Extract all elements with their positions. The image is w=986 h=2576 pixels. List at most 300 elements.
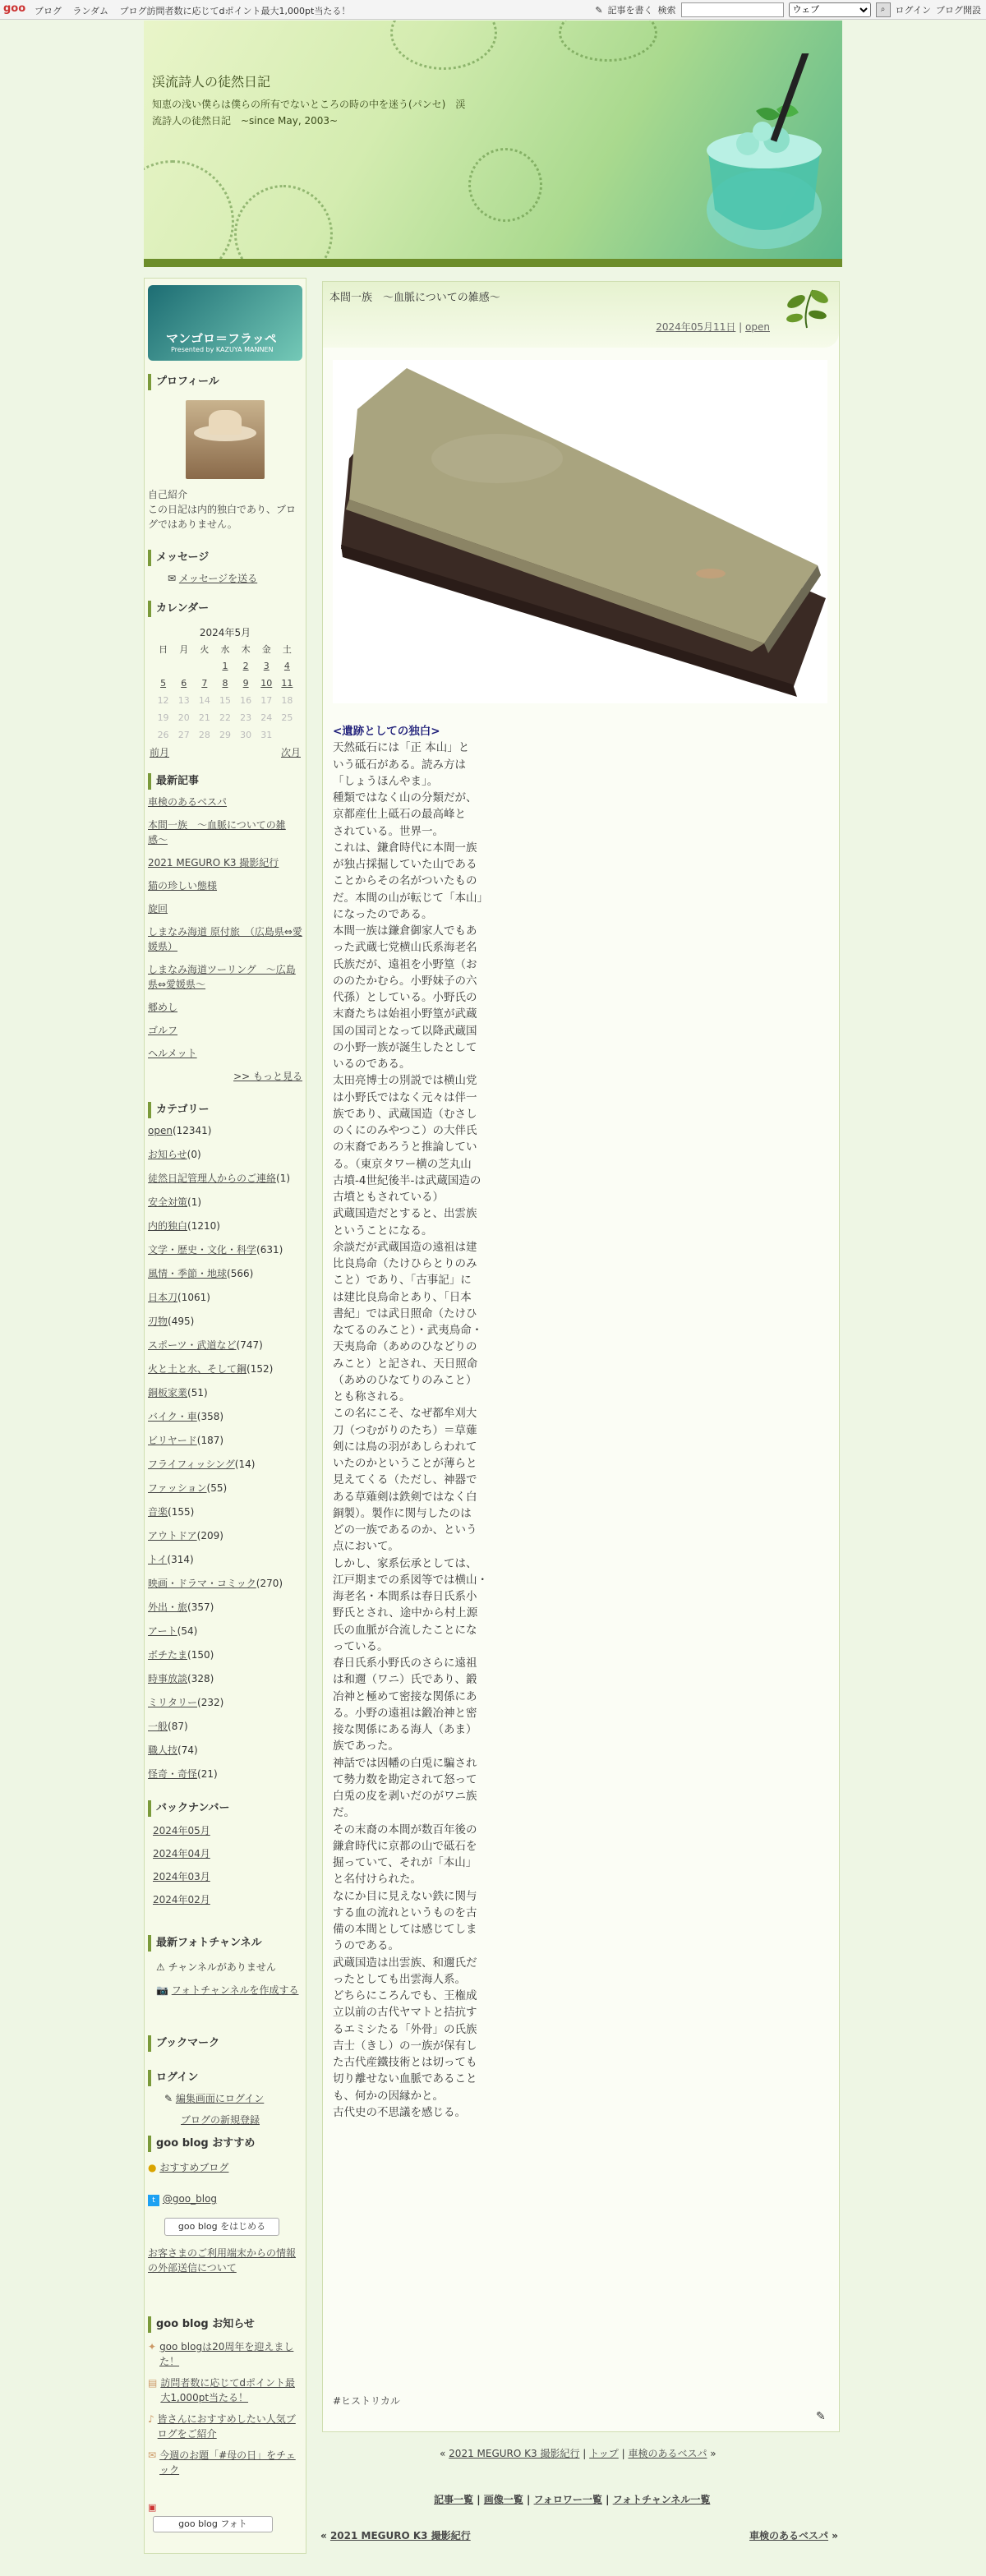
post-text-line: する血の流れというものを古	[333, 1906, 477, 1919]
category-link[interactable]: 火と土と水、そして鋼	[148, 1363, 247, 1375]
category-item	[148, 1481, 302, 1495]
category-item	[148, 1552, 302, 1567]
search-scope-select[interactable]	[789, 2, 871, 17]
category-count: (747)	[236, 1339, 263, 1351]
post-text-line: しかし、家系伝承としては、	[333, 1556, 477, 1570]
login-heading: ログイン	[148, 2070, 302, 2086]
lace-ornament	[390, 21, 497, 70]
post-text-line: っている。	[333, 1639, 389, 1653]
category-link[interactable]: 銅板家業	[148, 1387, 188, 1399]
calendar-day[interactable]: 1	[222, 661, 228, 671]
news-panel	[148, 2316, 302, 2532]
post-text-line: 春日氏系小野氏のさらに遠祖	[333, 1657, 477, 1670]
post-text-line: 「しょうほんやま」。	[333, 774, 439, 788]
calendar-weekday: 月	[179, 643, 189, 655]
post-text-line: は和邇（ワニ）氏であり、鍛	[333, 1673, 477, 1687]
post-meta-separator: |	[739, 321, 743, 333]
calendar-day: 13	[177, 695, 190, 706]
recent-more-link[interactable]: >> もっと見る	[233, 1071, 302, 1082]
pencil-icon: ✎	[164, 2093, 173, 2104]
recent-post-link[interactable]: しまなみ海道 原付旅 （広島県⇔愛媛県）	[148, 926, 302, 952]
calendar-panel	[148, 601, 302, 760]
post-text-line: 古墳ともされている）	[333, 1191, 444, 1204]
category-item	[148, 1362, 302, 1376]
calendar-weekday: 日	[159, 643, 168, 655]
post-text-line: みこと）と記され、天日照命	[333, 1357, 478, 1371]
category-link[interactable]: open	[148, 1125, 173, 1136]
nav-next-link[interactable]: 車検のあるベスパ	[628, 2448, 707, 2459]
recommend-panel	[148, 2136, 302, 2275]
search-button[interactable]: ⌕	[876, 2, 891, 17]
post-text-line: のくにのみやつこ）の大伴氏	[333, 1124, 477, 1137]
category-item	[148, 1457, 302, 1472]
calendar-day: 22	[219, 712, 231, 723]
categories-heading: カテゴリー	[148, 1102, 302, 1118]
post-section-heading: <遺跡としての独白>	[333, 725, 440, 738]
calendar-day: 23	[240, 712, 252, 723]
post-text-line: 武蔵国造は出雲族、和邇氏だ	[333, 1956, 477, 1970]
recent-post-link[interactable]: 車検のあるベスパ	[148, 796, 228, 808]
warning-icon: ⚠	[156, 1961, 165, 1973]
category-link[interactable]: スポーツ・武道など	[148, 1339, 237, 1351]
lace-ornament	[144, 160, 234, 259]
calendar-table	[153, 640, 297, 744]
calendar-day[interactable]: 6	[181, 678, 187, 689]
banner-credit: Presented by KAZUYA MANNEN	[171, 346, 274, 353]
topbar-link-campaign[interactable]: ブログ訪問者数に応じてdポイント最大1,000pt当たる！	[119, 6, 351, 16]
bookmark-heading: ブックマーク	[148, 2035, 302, 2052]
backnumber-link[interactable]: 2024年03月	[153, 1871, 210, 1882]
post-text-line: が独占採掘していた山である	[333, 858, 477, 871]
calendar-day: 28	[198, 730, 210, 740]
post-text-line: 銅製）。製作に関与したのは	[333, 1506, 472, 1520]
post-text-line: 接な関係にある海人（あま）	[333, 1723, 477, 1736]
post-text-line: 氏の血脈が合流したことにな	[333, 1623, 477, 1637]
post-text-line: の小野一族が誕生したとして	[333, 1040, 477, 1054]
calendar-day: 29	[219, 730, 231, 740]
nav-top-link[interactable]: トップ	[589, 2448, 619, 2459]
news-icon: ✉	[148, 2449, 157, 2461]
leaf-icon	[778, 279, 836, 336]
calendar-month: 2024年5月	[199, 627, 251, 638]
search-label: 検索	[657, 5, 676, 16]
post-text-line: この名にこそ、なぜ都牟刈大	[333, 1407, 477, 1421]
category-link[interactable]: 怪奇・奇怪	[148, 1768, 198, 1780]
calendar-day: 19	[157, 712, 169, 723]
category-item	[148, 1671, 302, 1686]
camera-icon: 📷	[156, 1984, 168, 1996]
news-icon: ✦	[148, 2341, 157, 2353]
post-text-line: 書紀」では武日照命（たけひ	[333, 1306, 477, 1320]
news-link[interactable]: 今週のお題「#母の日」をチェック	[159, 2449, 296, 2476]
profile-heading: プロフィール	[148, 374, 302, 390]
post-text-line: 江戸期までの系図等では横山・	[333, 1573, 488, 1587]
post-text-line: 野氏とされ、途中から村上源	[333, 1606, 478, 1620]
header-divider	[144, 259, 842, 267]
category-link[interactable]: フライフィッシング	[148, 1459, 235, 1470]
post-text-line: る。（東京タワー横の芝丸山	[333, 1157, 472, 1171]
category-item	[148, 1123, 302, 1138]
category-count: (187)	[196, 1435, 224, 1446]
goo-topbar	[0, 0, 986, 20]
blog-open-link[interactable]: ブログ開設	[936, 5, 981, 16]
recent-post-link[interactable]: 本間一族 〜血脈についての雑感〜	[148, 819, 286, 846]
calendar-day[interactable]: 8	[222, 678, 228, 689]
post-text-line: る。小野の遠祖は鍛冶神と密	[333, 1706, 477, 1720]
post-text-line: 立以前の古代ヤマトと拮抗す	[333, 2006, 477, 2020]
goo-logo[interactable]: goo	[3, 2, 26, 15]
edit-login-link[interactable]: 編集画面にログイン	[175, 2093, 265, 2104]
post-text-line: 族であり、武蔵国造（むさし	[333, 1107, 477, 1121]
post-text-line: 種類ではなく山の分類だが、	[333, 791, 477, 804]
category-link[interactable]: トイ	[148, 1554, 168, 1565]
recent-post-link[interactable]: 郷めし	[148, 1002, 178, 1013]
post-text-line: 国の国司となって以降武蔵国	[333, 1024, 477, 1038]
calendar-day: 21	[198, 712, 210, 723]
category-item	[148, 1290, 302, 1305]
post-meta	[656, 320, 770, 334]
post-text-line: されている。世界一。	[333, 824, 444, 838]
footer-photochannel-list-link[interactable]: フォトチャンネル一覧	[612, 2494, 711, 2505]
calendar-heading: カレンダー	[148, 601, 302, 617]
recommend-heading: goo blog おすすめ	[148, 2136, 302, 2152]
rss-icon[interactable]: ▣	[148, 2502, 157, 2513]
recommend-blog-link[interactable]: おすすめブログ	[159, 2162, 229, 2173]
post-text-line: なにか目に見えない鉄に関与	[333, 1889, 477, 1903]
profile-avatar[interactable]	[186, 400, 265, 479]
blog-header	[144, 21, 842, 259]
start-blog-button[interactable]: goo blog をはじめる	[164, 2218, 279, 2236]
recent-posts-heading: 最新記事	[148, 773, 302, 790]
post-text-line: 族であった。	[333, 1740, 399, 1753]
post-text-line: 代孫）としている。小野氏の	[333, 991, 477, 1004]
post-tag[interactable]: #ヒストリカル	[333, 2395, 400, 2407]
calendar-weekday: 土	[282, 643, 292, 655]
post-text-line: いう砥石がある。読み方は	[333, 758, 466, 772]
category-item	[148, 1171, 302, 1186]
profile-panel	[148, 374, 302, 532]
category-link[interactable]: 文学・歴史・文化・科学	[148, 1244, 257, 1256]
category-link[interactable]: バイク・車	[148, 1411, 197, 1422]
category-count: (232)	[197, 1697, 224, 1708]
edit-login-row	[164, 2091, 302, 2106]
category-link[interactable]: 外出・旅	[148, 1601, 188, 1613]
category-item	[148, 1505, 302, 1519]
category-count: (14)	[234, 1459, 256, 1470]
category-count: (150)	[187, 1649, 214, 1661]
recent-post-link[interactable]: しまなみ海道ツーリング 〜広島県⇔愛媛県〜	[148, 964, 296, 990]
calendar-day: 26	[157, 730, 169, 740]
post-text-line: 点において。	[333, 1540, 399, 1554]
category-link[interactable]: アート	[148, 1625, 177, 1637]
backnumber-panel	[148, 1800, 302, 1915]
post-text-line: 吉士（きし）の一族が保有し	[333, 2039, 477, 2053]
create-photo-channel-link[interactable]: フォトチャンネルを作成する	[171, 1984, 299, 1996]
post-text-line: は小野氏ではなく元々は伴一	[333, 1090, 477, 1104]
bookmark-panel	[148, 2035, 302, 2052]
category-link[interactable]: 一般	[148, 1721, 168, 1732]
backnumber-link[interactable]: 2024年05月	[153, 1825, 210, 1836]
login-link[interactable]: ログイン	[895, 5, 931, 16]
post-text-line: 鎌倉時代に京都の山で砥石を	[333, 1839, 477, 1853]
calendar-day: 20	[177, 712, 190, 723]
category-item	[148, 1409, 302, 1424]
category-link[interactable]: ファッション	[148, 1482, 207, 1494]
write-post-link[interactable]: 記事を書く	[607, 5, 653, 16]
category-link[interactable]: 映画・ドラマ・コミック	[148, 1578, 256, 1589]
post-text-line: 海老名・本間系は春日氏系小	[333, 1590, 477, 1603]
calendar-day: 16	[240, 695, 252, 706]
calendar-day[interactable]: 11	[281, 678, 293, 689]
post-text-line: だ。	[333, 1806, 355, 1820]
category-link[interactable]: ミリタリー	[148, 1697, 198, 1708]
calendar-day[interactable]: 7	[201, 678, 208, 689]
topbar-link-blog[interactable]: ブログ	[35, 6, 62, 16]
post-text-line: 天夷鳥命（あめのひなどりの	[333, 1340, 477, 1354]
category-item	[148, 1576, 302, 1591]
frappe-banner[interactable]	[148, 285, 302, 361]
lace-ornament	[559, 21, 657, 62]
post-text-line: た古代産鐵技術とは切っても	[333, 2056, 477, 2069]
category-item	[148, 1433, 302, 1448]
category-item	[148, 1647, 302, 1662]
news-link[interactable]: 訪問者数に応じてdポイント最大1,000pt当たる！	[160, 2377, 295, 2403]
post-text-line: 余談だが武蔵国造の遠祖は建	[333, 1240, 477, 1254]
footer-prev: « 2021 MEGURO K3 撮影紀行	[320, 2530, 471, 2541]
category-count: (1210)	[187, 1220, 220, 1232]
calendar-day	[153, 657, 173, 675]
footer-follower-list-link[interactable]: フォロワー一覧	[533, 2494, 602, 2505]
post-text-line: 末裔たちは始祖小野篁が武蔵	[333, 1007, 477, 1021]
photo-channel-panel	[148, 1935, 302, 1998]
category-item	[148, 1242, 302, 1257]
post-text-line: だ。本間の山が転じて「本山」	[333, 891, 488, 905]
calendar-day: 17	[260, 695, 273, 706]
backnumber-heading: バックナンバー	[148, 1800, 302, 1817]
backnumber-link[interactable]: 2024年04月	[153, 1848, 210, 1859]
post-text-line: とも称される。	[333, 1390, 411, 1403]
calendar-weekday: 木	[241, 643, 251, 655]
category-count: (328)	[187, 1673, 214, 1684]
twitter-link[interactable]: @goo_blog	[162, 2193, 218, 2205]
calendar-weekday: 水	[220, 643, 230, 655]
calendar-day[interactable]: 9	[242, 678, 249, 689]
category-link[interactable]: 職人技	[148, 1744, 178, 1756]
category-link[interactable]: ボチたま	[148, 1649, 188, 1661]
post-text-line: 天然砥石には「正 本山」と	[333, 741, 470, 755]
calendar-prev-link[interactable]: 前月	[150, 747, 170, 758]
category-link[interactable]: お知らせ	[148, 1149, 187, 1160]
news-link[interactable]: 皆さんにおすすめしたい人気ブログをご紹介	[157, 2413, 296, 2440]
category-item	[148, 1195, 302, 1210]
category-item	[148, 1338, 302, 1353]
category-link[interactable]: 内的独白	[148, 1220, 188, 1232]
category-count: (54)	[177, 1625, 198, 1637]
category-link[interactable]: 安全対策	[148, 1196, 188, 1208]
post-text-line: こと）であり、「古事記」に	[333, 1274, 472, 1288]
footer-post-list-link[interactable]: 記事一覧	[434, 2494, 474, 2505]
post-text-line: 備の本間としては感じてしま	[333, 1923, 477, 1936]
category-link[interactable]: ビリヤード	[148, 1435, 197, 1446]
post-text-line: いるのである。	[333, 1058, 411, 1071]
category-link[interactable]: 音楽	[148, 1506, 168, 1518]
post-date-link[interactable]: 2024年05月11日	[656, 321, 736, 333]
category-item	[148, 1314, 302, 1329]
recent-post-link[interactable]: 旋回	[148, 903, 168, 915]
sidebar	[144, 278, 306, 2554]
bulb-icon: ●	[148, 2162, 157, 2173]
footer-prev-link[interactable]: 2021 MEGURO K3 撮影紀行	[329, 2530, 471, 2541]
category-count: (1)	[276, 1173, 291, 1184]
category-count: (357)	[187, 1601, 214, 1613]
category-link[interactable]: アウトドア	[148, 1530, 197, 1541]
profile-label: 自己紹介	[148, 489, 188, 500]
post-text-line: 刀（つむがりのたち）＝草薙	[333, 1423, 477, 1437]
recent-post-link[interactable]: 2021 MEGURO K3 撮影紀行	[148, 857, 279, 869]
calendar-day[interactable]: 5	[160, 678, 167, 689]
news-link[interactable]: goo blogは20周年を迎えました！	[159, 2341, 294, 2367]
news-icon: ▤	[148, 2377, 158, 2389]
category-link[interactable]: 刃物	[148, 1316, 168, 1327]
post-text-line: 見えてくる（ただし、神器で	[333, 1473, 477, 1487]
photo-channel-heading: 最新フォトチャンネル	[148, 1935, 302, 1952]
post-category-link[interactable]: open	[745, 321, 770, 333]
category-count: (358)	[196, 1411, 224, 1422]
post-text-line: ある草薙剣は鉄剣ではなく白	[333, 1490, 477, 1504]
category-item	[148, 1600, 302, 1615]
news-item	[148, 2448, 302, 2477]
edit-pen-icon[interactable]: ✎	[816, 2410, 826, 2423]
pencil-icon: ✎	[595, 4, 603, 16]
post-text-line: 剣には鳥の羽があしらわれて	[333, 1440, 477, 1454]
external-send-notice-link[interactable]: お客さまのご利用端末からの情報の外部送信について	[148, 2247, 297, 2274]
twitter-row	[148, 2191, 302, 2206]
recent-post-link[interactable]: ヘルメット	[148, 1048, 197, 1059]
lace-ornament	[468, 148, 542, 222]
post-text-line: 京都産仕上砥石の最高峰と	[333, 808, 466, 822]
calendar-day[interactable]: 4	[283, 661, 290, 671]
category-count: (155)	[168, 1506, 195, 1518]
category-count: (270)	[256, 1578, 283, 1589]
calendar-day[interactable]: 3	[263, 661, 270, 671]
twitter-icon: t	[148, 2195, 159, 2206]
post-text-line: 切り離せない血脈であること	[333, 2072, 477, 2086]
calendar-day	[277, 726, 297, 744]
calendar-day	[173, 657, 194, 675]
message-link-row	[168, 571, 302, 586]
topbar-link-random[interactable]: ランダム	[72, 6, 109, 16]
category-link[interactable]: 日本刀	[148, 1292, 178, 1303]
post-text-line: どの一族であるのか、という	[333, 1523, 477, 1537]
post-text-line: 白兎の皮を剥いだのがワニ族	[333, 1790, 477, 1803]
news-item	[148, 2339, 302, 2369]
nav-prev-link[interactable]: 2021 MEGURO K3 撮影紀行	[449, 2448, 580, 2459]
blog-subtitle: 知恵の浅い僕らは僕らの所有でないところの時の中を迷う(パンセ) 渓流詩人の徒然日記 ~since May, 2003~	[152, 99, 466, 127]
backnumber-link[interactable]: 2024年02月	[153, 1894, 210, 1906]
footer-links: 記事一覧 | 画像一覧 | フォロワー一覧 | フォトチャンネル一覧	[434, 2494, 711, 2505]
recommend-link-row	[148, 2160, 302, 2175]
category-count: (631)	[256, 1244, 283, 1256]
calendar-day[interactable]: 10	[260, 678, 273, 689]
category-count: (87)	[168, 1721, 188, 1732]
blog-title[interactable]: 渓流詩人の徒然日記	[152, 74, 271, 90]
calendar-weekday: 火	[200, 643, 210, 655]
calendar-day: 31	[260, 730, 273, 740]
category-item	[148, 1385, 302, 1400]
post-text-line: いたのかということが薄らと	[333, 1457, 477, 1470]
calendar-day: 30	[240, 730, 252, 740]
calendar-day: 25	[281, 712, 293, 723]
news-item	[148, 2376, 302, 2405]
calendar-next-link[interactable]: 次月	[280, 747, 301, 758]
category-item	[148, 1528, 302, 1543]
post-text-line: 本間一族は鎌倉御家人でもあ	[333, 924, 477, 938]
post-text-line: るエミシたる「外骨」の氏族	[333, 2022, 477, 2036]
post-text-line: なてるのみこと）・武夷鳥命・	[333, 1324, 483, 1337]
recent-post-link[interactable]: ゴルフ	[148, 1025, 178, 1036]
post-text-line: と名付けられた。	[333, 1873, 422, 1887]
category-link[interactable]: 風情・季節・地球	[148, 1268, 228, 1279]
footer-next-link[interactable]: 車検のあるベスパ	[749, 2530, 829, 2541]
category-item	[148, 1695, 302, 1710]
category-count: (12341)	[172, 1125, 212, 1136]
whetstone-photo[interactable]	[333, 360, 827, 703]
category-item	[148, 1219, 302, 1233]
post-text-line: 比良鳥命（たけひらとりのみ	[333, 1257, 477, 1270]
send-message-link[interactable]: メッセージを送る	[178, 573, 258, 584]
post-text-line: 掘っていて、それが「本山」	[333, 1856, 477, 1869]
category-link[interactable]: 徒然日記管理人からのご連絡	[148, 1173, 277, 1184]
post-text-line: ことからその名がついたもの	[333, 874, 477, 888]
calendar-day: 14	[198, 695, 210, 706]
category-link[interactable]: 時事放談	[148, 1673, 188, 1684]
search-input[interactable]	[681, 2, 784, 17]
envelope-icon: ✉	[168, 573, 177, 584]
post-text-line: これは、鎌倉時代に本間一族	[333, 841, 477, 855]
register-blog-link[interactable]: ブログの新規登録	[181, 2114, 260, 2126]
post-text-line: 太田亮博士の別説では横山党	[333, 1074, 477, 1088]
footer-image-list-link[interactable]: 画像一覧	[483, 2494, 523, 2505]
category-count: (74)	[177, 1744, 198, 1756]
category-item	[148, 1767, 302, 1781]
category-count: (314)	[167, 1554, 194, 1565]
post-text-line: どちらにころんでも、王権成	[333, 1989, 477, 2002]
calendar-day: 18	[281, 695, 293, 706]
banner-title: マンゴロ＝フラッペ	[166, 331, 277, 346]
recent-post-link[interactable]: 猫の珍しい態様	[148, 880, 218, 892]
post-text-line: うのである。	[333, 1939, 399, 1953]
post-nav: « 2021 MEGURO K3 撮影紀行 | トップ | 車検のあるベスパ »	[440, 2448, 716, 2459]
category-item	[148, 1719, 302, 1734]
post-text-line: 武蔵国造だとすると、出雲族	[333, 1207, 477, 1221]
post-title: 本間一族 〜血脈についての雑感〜	[329, 292, 500, 304]
post-text-line: ということになる。	[333, 1223, 433, 1237]
topbar-links	[35, 4, 358, 17]
post-title-bar	[323, 282, 839, 348]
lace-ornament	[234, 185, 333, 259]
photo-channel-create-row	[156, 1983, 302, 1998]
post-text-line: 神話では因幡の白兎に騙され	[333, 1756, 477, 1770]
category-item	[148, 1743, 302, 1758]
goo-blog-photo-button[interactable]: goo blog フォト	[153, 2516, 273, 2532]
calendar-day[interactable]: 2	[242, 661, 249, 671]
news-icon: ♪	[148, 2413, 154, 2425]
recent-posts-panel	[148, 773, 302, 1084]
post-body	[333, 723, 494, 2121]
category-item	[148, 1624, 302, 1638]
category-count: (495)	[168, 1316, 195, 1327]
post-text-line: になったのである。	[333, 907, 433, 921]
